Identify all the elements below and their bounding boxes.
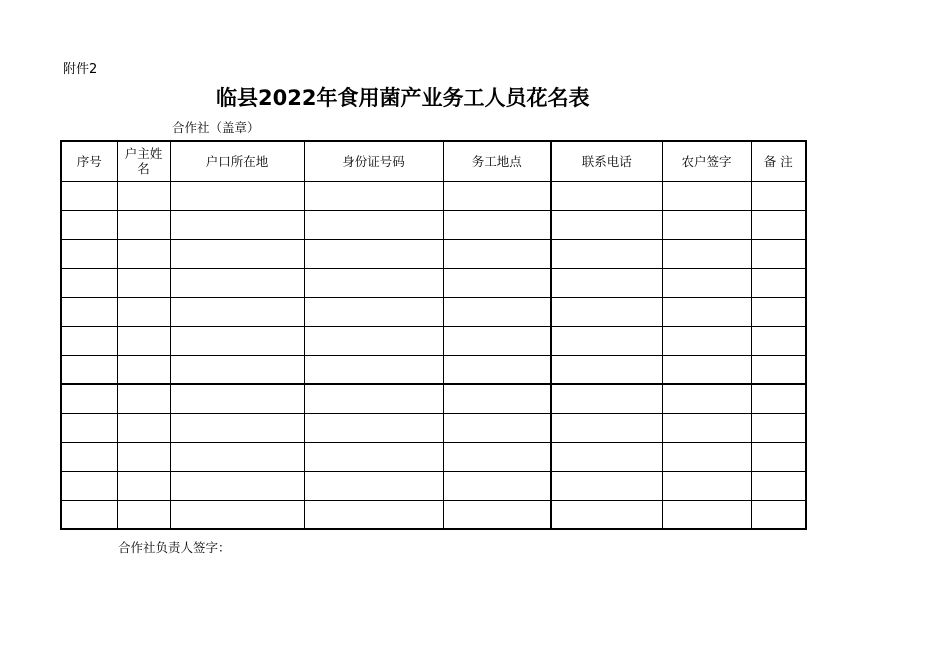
cell-farmer-signature	[662, 384, 751, 413]
header-cell-index: 序号	[61, 141, 117, 181]
cell-householder-name	[117, 268, 170, 297]
table-row	[61, 471, 806, 500]
cell-id-number	[304, 268, 443, 297]
header-cell-work-location: 务工地点	[443, 141, 551, 181]
cell-phone	[551, 181, 662, 210]
cell-work-location	[443, 413, 551, 442]
cell-id-number	[304, 442, 443, 471]
cell-remarks	[751, 471, 806, 500]
table-row	[61, 326, 806, 355]
cell-id-number	[304, 471, 443, 500]
cell-householder-name	[117, 442, 170, 471]
table-header-row	[61, 141, 806, 181]
cell-householder-name	[117, 355, 170, 384]
cell-phone	[551, 326, 662, 355]
cell-phone	[551, 471, 662, 500]
cell-index	[61, 442, 117, 471]
cell-work-location	[443, 181, 551, 210]
cell-registered-residence	[170, 210, 304, 239]
cell-registered-residence	[170, 413, 304, 442]
table-row	[61, 268, 806, 297]
cell-registered-residence	[170, 471, 304, 500]
cell-householder-name	[117, 210, 170, 239]
table-row	[61, 384, 806, 413]
cell-farmer-signature	[662, 239, 751, 268]
cell-registered-residence	[170, 355, 304, 384]
cell-id-number	[304, 210, 443, 239]
cell-phone	[551, 500, 662, 529]
cell-householder-name	[117, 326, 170, 355]
cell-phone	[551, 210, 662, 239]
cell-remarks	[751, 500, 806, 529]
cell-index	[61, 355, 117, 384]
cell-remarks	[751, 268, 806, 297]
table-row	[61, 413, 806, 442]
cell-registered-residence	[170, 500, 304, 529]
cell-phone	[551, 413, 662, 442]
header-cell-phone: 联系电话	[551, 141, 662, 181]
cell-householder-name	[117, 239, 170, 268]
cell-farmer-signature	[662, 181, 751, 210]
cell-remarks	[751, 297, 806, 326]
table-row	[61, 442, 806, 471]
cell-work-location	[443, 355, 551, 384]
cell-remarks	[751, 413, 806, 442]
cell-farmer-signature	[662, 210, 751, 239]
cell-farmer-signature	[662, 442, 751, 471]
cell-farmer-signature	[662, 413, 751, 442]
cell-remarks	[751, 239, 806, 268]
cell-index	[61, 268, 117, 297]
cell-work-location	[443, 326, 551, 355]
cell-registered-residence	[170, 326, 304, 355]
table-row	[61, 181, 806, 210]
table-row	[61, 297, 806, 326]
cell-index	[61, 210, 117, 239]
cell-phone	[551, 442, 662, 471]
cell-id-number	[304, 239, 443, 268]
table-row	[61, 239, 806, 268]
cell-phone	[551, 239, 662, 268]
cell-phone	[551, 297, 662, 326]
cell-householder-name	[117, 297, 170, 326]
cell-farmer-signature	[662, 471, 751, 500]
cooperative-seal-label: 合作社（盖章）	[172, 120, 260, 135]
cell-work-location	[443, 239, 551, 268]
cell-id-number	[304, 500, 443, 529]
cell-householder-name	[117, 384, 170, 413]
cell-farmer-signature	[662, 297, 751, 326]
cell-householder-name	[117, 181, 170, 210]
cell-work-location	[443, 500, 551, 529]
cell-farmer-signature	[662, 355, 751, 384]
cell-registered-residence	[170, 268, 304, 297]
cell-remarks	[751, 442, 806, 471]
header-cell-remarks: 备 注	[751, 141, 806, 181]
attachment-label: 附件2	[63, 62, 98, 77]
cell-registered-residence	[170, 297, 304, 326]
cell-id-number	[304, 326, 443, 355]
header-cell-id-number: 身份证号码	[304, 141, 443, 181]
cell-index	[61, 413, 117, 442]
cell-phone	[551, 384, 662, 413]
table-row	[61, 500, 806, 529]
cell-work-location	[443, 210, 551, 239]
cell-registered-residence	[170, 239, 304, 268]
cell-remarks	[751, 326, 806, 355]
cell-index	[61, 326, 117, 355]
cell-registered-residence	[170, 384, 304, 413]
cell-work-location	[443, 297, 551, 326]
cell-farmer-signature	[662, 500, 751, 529]
cell-index	[61, 384, 117, 413]
header-cell-farmer-signature: 农户签字	[662, 141, 751, 181]
cell-index	[61, 181, 117, 210]
table-row	[61, 210, 806, 239]
cell-work-location	[443, 268, 551, 297]
cell-id-number	[304, 297, 443, 326]
cell-farmer-signature	[662, 268, 751, 297]
cell-phone	[551, 268, 662, 297]
cell-index	[61, 471, 117, 500]
cell-work-location	[443, 471, 551, 500]
cell-remarks	[751, 355, 806, 384]
cell-registered-residence	[170, 442, 304, 471]
worker-roster-table	[60, 140, 807, 530]
cell-phone	[551, 355, 662, 384]
cell-index	[61, 239, 117, 268]
cell-householder-name	[117, 500, 170, 529]
document-title: 临县2022年食用菌产业务工人员花名表	[216, 86, 590, 110]
cell-remarks	[751, 384, 806, 413]
cell-id-number	[304, 355, 443, 384]
cell-householder-name	[117, 471, 170, 500]
cell-index	[61, 500, 117, 529]
cooperative-head-signature-label: 合作社负责人签字：	[118, 540, 231, 555]
cell-work-location	[443, 442, 551, 471]
cell-id-number	[304, 384, 443, 413]
cell-remarks	[751, 181, 806, 210]
header-cell-householder-name: 户主姓名	[117, 141, 170, 181]
cell-index	[61, 297, 117, 326]
cell-farmer-signature	[662, 326, 751, 355]
table-row	[61, 355, 806, 384]
cell-id-number	[304, 181, 443, 210]
cell-work-location	[443, 384, 551, 413]
cell-id-number	[304, 413, 443, 442]
cell-registered-residence	[170, 181, 304, 210]
header-cell-registered-residence: 户口所在地	[170, 141, 304, 181]
cell-remarks	[751, 210, 806, 239]
cell-householder-name	[117, 413, 170, 442]
